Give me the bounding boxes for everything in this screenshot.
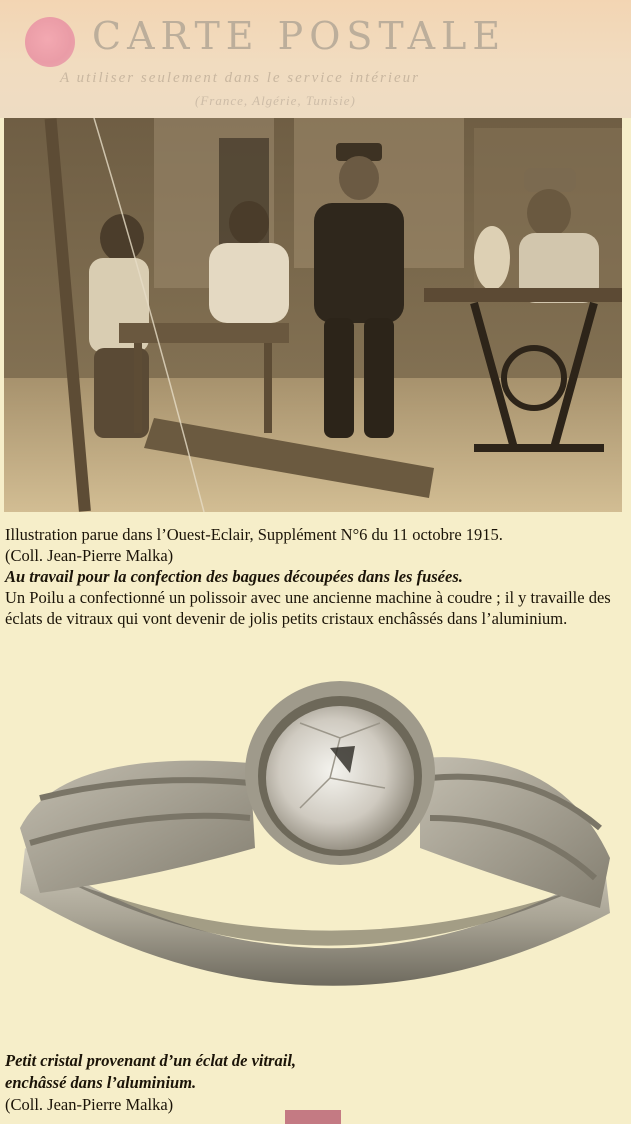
stamp-icon <box>25 17 75 67</box>
postcard-title: CARTE POSTALE <box>92 14 507 58</box>
ring-photo <box>0 678 631 1040</box>
ring-caption-title-2: enchâssé dans l’aluminium. <box>5 1073 197 1092</box>
ring-illustration <box>0 678 631 1040</box>
caption-body: Un Poilu a confectionné un polissoir avec une ancienne machine à coudre ; il y travaille des éclats de vitraux qui vont devenir de jolis petits cristaux enchâssés dans l’aluminium. <box>5 588 611 628</box>
workshop-photo-illustration <box>4 118 622 512</box>
caption-credit: (Coll. Jean-Pierre Malka) <box>5 546 174 565</box>
workshop-caption <box>5 524 625 629</box>
crystal-gem <box>266 706 414 850</box>
postcard-header <box>0 0 631 118</box>
ring-caption-credit: (Coll. Jean-Pierre Malka) <box>5 1095 174 1114</box>
ring-caption-title-1: Petit cristal provenant d’un éclat de vitrail, <box>5 1051 297 1070</box>
ring-caption <box>5 1050 625 1116</box>
workshop-photo <box>4 118 622 512</box>
postcard-subtitle: A utiliser seulement dans le service intérieur <box>60 70 421 86</box>
postcard-region-note: (France, Algérie, Tunisie) <box>195 93 356 108</box>
page-marker <box>285 1110 341 1124</box>
caption-source: Illustration parue dans l’Ouest-Eclair, Supplément N°6 du 11 octobre 1915. <box>5 525 503 544</box>
caption-title: Au travail pour la confection des bagues découpées dans les fusées. <box>5 567 463 586</box>
